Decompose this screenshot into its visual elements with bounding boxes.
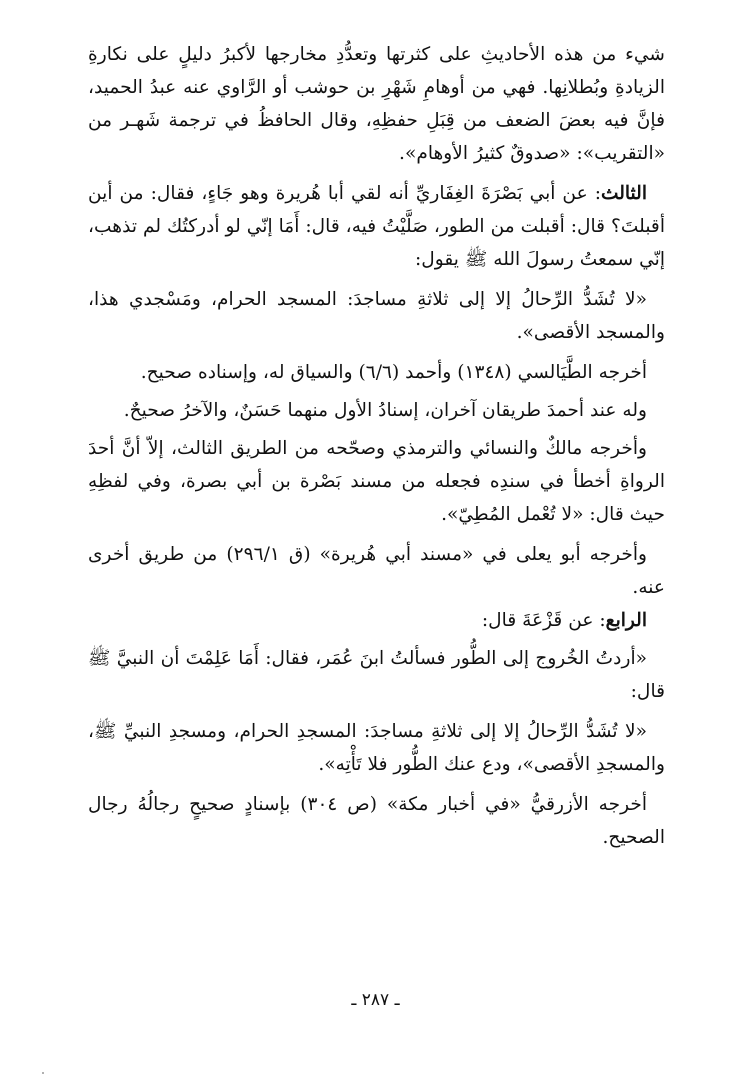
paragraph-fourth-hadith — [88, 604, 665, 637]
quote-three-mosques-2: «لا تُشَدُّ الرِّحالُ إلا إلى ثلاثةِ مساجدَ: المسجدِ الحرام، ومسجدِ النبيِّ ﷺ، والمسجدِ الأقصى»، ودع عنك الطُّور فلا تَأْتِه». — [88, 721, 665, 775]
paragraph-malik-nasai: وأخرجه مالكٌ والنسائي والترمذي وصحّحه من الطريق الثالث، إلاّ أنَّ أحدَ الرواةِ أخطأ في سندِه فجعله من مسند بَصْرة بن أبي بصرة، وفي لفظِهِ حيث قال: «لا تُعْمل المُطِيّ». — [88, 438, 665, 525]
paragraph-fourth-text: عن قَزْعَةَ قال: — [481, 610, 594, 631]
paragraph-intro: شيء من هذه الأحاديثِ على كثرتها وتعدُّدِ مخارجها لأكبرُ دليلٍ على نكارةِ الزيادةِ وبُطلانِها. فهي من أوهامِ شَهْرِ بن حوشب أو الرَّاوي عنه عبدُ الحميد، فإنَّ فيه بعضَ الضعف من قِبَلِ حفظِهِ، وقال الحافظُ في ترجمة شَهـر من «التقريب»: «صدوقٌ كثيرُ الأوهام». — [88, 44, 665, 164]
label-fourth: الرابع — [605, 610, 647, 631]
label-third-sep: : عن — [555, 183, 601, 204]
paragraph-ahmad-routes: وله عند أحمدَ طريقان آخران، إسنادُ الأول منهما حَسَنٌ، والآخرُ صحيحٌ. — [123, 400, 647, 421]
quote-three-mosques-1: «لا تُشَدُّ الرِّحالُ إلا إلى ثلاثةِ مساجدَ: المسجد الحرام، ومَسْجدي هذا، والمسجد الأقصى». — [88, 289, 665, 343]
label-third: الثالث — [600, 183, 647, 204]
page-body — [88, 38, 665, 854]
paragraph-takhrij-tayalisi: أخرجه الطَّيَالسي (١٣٤٨) وأحمد (٦/٦) والسياق له، وإسناده صحيح. — [140, 362, 647, 383]
paragraph-azraqi: أخرجه الأزرقيُّ «في أخبار مكة» (ص ٣٠٤) بإسنادٍ صحيحٍ رجالُهُ رجال الصحيح. — [88, 794, 665, 848]
paragraph-abu-yala: وأخرجه أبو يعلى في «مسند أبي هُريرة» (ق ٢٩٦/١) من طريق أخرى عنه. — [88, 544, 665, 598]
quote-qazaa: «أردتُ الخُروج إلى الطُّور فسألتُ ابنَ عُمَر، فقال: أَمَا عَلِمْتَ أن النبيَّ ﷺ قال: — [88, 648, 665, 702]
page-number: ـ ٢٨٧ ـ — [351, 990, 400, 1010]
paragraph-third-text: أبي بَصْرَةَ الغِفَاريِّ أنه لقي أبا هُريرة وهو جَاءٍ، فقال: من أين أقبلتَ؟ قال: أقبلت من الطور، صَلَّيْتُ فيه، قال: أَمَا إنّي لو أدركتُك لم تذهب، إنّي سمعتُ رسولَ الله ﷺ يقول: — [88, 183, 665, 270]
label-fourth-sep: : — [593, 610, 606, 631]
paragraph-third-hadith — [88, 177, 665, 276]
scan-speck — [42, 1072, 44, 1074]
